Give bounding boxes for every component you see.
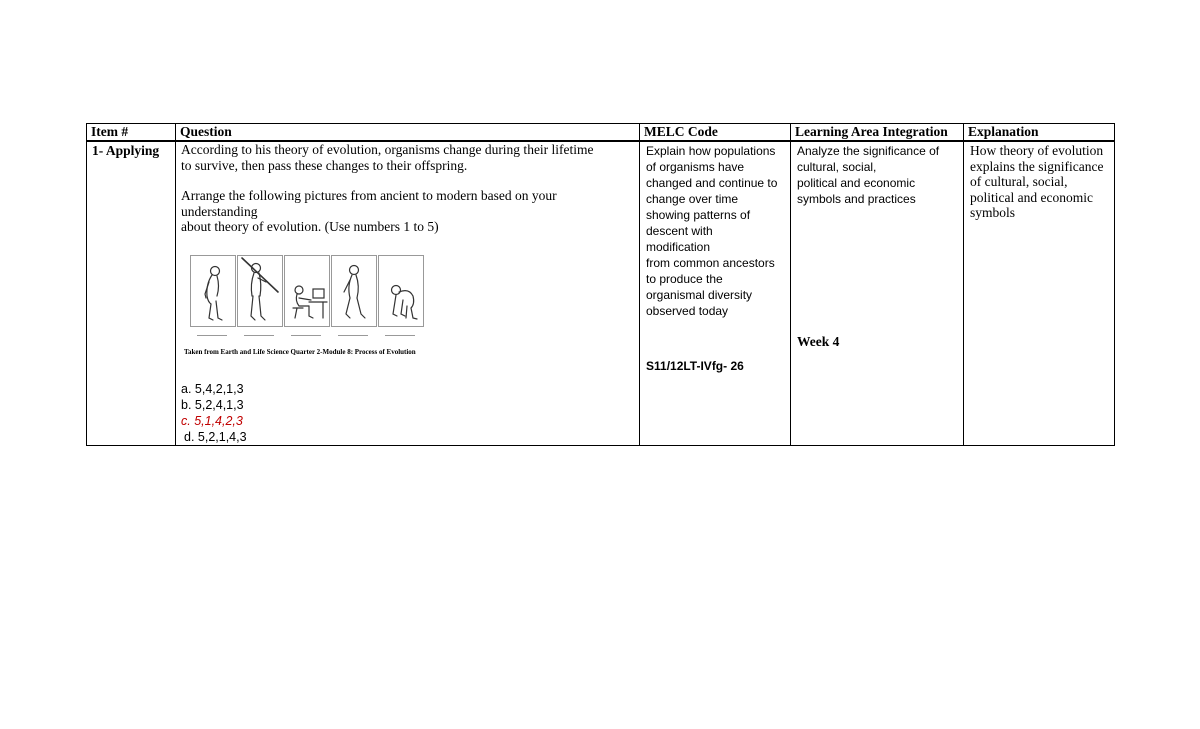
melc-line: modification [646, 240, 711, 254]
choice-c-correct: c. 5,1,4,2,3 [181, 413, 243, 428]
question-intro [180, 142, 635, 173]
evolution-pictures-figure [185, 247, 425, 342]
item-label: 1- Applying [92, 143, 160, 158]
melc-line: changed and continue to [646, 176, 778, 190]
explanation-line: political and economic [970, 189, 1093, 205]
melc-line: Explain how populations [646, 144, 776, 158]
choice-a: a. 5,4,2,1,3 [181, 381, 244, 396]
question-intro-line-2: to survive, then pass these changes to their offspring. [181, 157, 468, 173]
melc-line: from common ancestors [646, 256, 775, 270]
integration-cell [791, 141, 964, 445]
header-learning-area-integration: Learning Area Integration [791, 124, 964, 142]
figure-caption: Taken from Earth and Life Science Quarter 2-Module 8: Process of Evolution [184, 347, 416, 356]
question-instruction [180, 188, 635, 235]
integration-line: symbols and practices [797, 192, 916, 206]
melc-line: descent with [646, 224, 713, 238]
answer-choices [180, 381, 635, 445]
header-question: Question [176, 124, 640, 142]
explanation-line: explains the significance [970, 158, 1104, 174]
question-cell [176, 141, 640, 445]
answer-blank-3 [291, 335, 321, 336]
melc-line: showing patterns of [646, 208, 751, 222]
melc-description [644, 142, 786, 319]
melc-line: change over time [646, 192, 739, 206]
header-explanation: Explanation [964, 124, 1115, 142]
answer-blank-2 [244, 335, 274, 336]
melc-line: of organisms have [646, 160, 745, 174]
evolution-picture-3 [284, 255, 330, 327]
header-melc-code: MELC Code [640, 124, 791, 142]
answer-blank-1 [197, 335, 227, 336]
integration-line: Analyze the significance of [797, 144, 940, 158]
melc-line: organismal diversity [646, 288, 753, 302]
answer-blank-4 [338, 335, 368, 336]
integration-line: cultural, social, [797, 160, 877, 174]
header-item: Item # [87, 124, 176, 142]
melc-line: observed today [646, 304, 729, 318]
choice-b: b. 5,2,4,1,3 [181, 397, 244, 412]
answer-blank-5 [385, 335, 415, 336]
explanation-line: of cultural, social, [970, 174, 1068, 189]
melc-code: S11/12LT-IVfg- 26 [646, 359, 744, 373]
explanation-cell [964, 141, 1115, 445]
evolution-picture-2 [237, 255, 283, 327]
item-cell [87, 141, 176, 445]
evolution-picture-4 [331, 255, 377, 327]
explanation-line: symbols [970, 205, 1016, 220]
melc-line: to produce the [646, 272, 723, 286]
melc-cell [640, 141, 791, 445]
question-instruction-line-1: Arrange the following pictures from ancient to modern based on your understanding [181, 188, 557, 219]
integration-description [795, 142, 959, 207]
integration-line: political and economic [797, 176, 916, 190]
evolution-picture-1 [190, 255, 236, 327]
week-label: Week 4 [797, 334, 840, 349]
evolution-picture-5 [378, 255, 424, 327]
explanation-text [968, 142, 1110, 221]
explanation-line: How theory of evolution [970, 143, 1104, 158]
assessment-table [86, 123, 1115, 446]
choice-d: d. 5,2,1,4,3 [184, 429, 247, 444]
header-row [87, 124, 1115, 142]
table-row [87, 141, 1115, 445]
question-intro-line-1: According to his theory of evolution, organisms change during their lifetime [181, 142, 594, 157]
question-instruction-line-2: about theory of evolution. (Use numbers 1 to 5) [181, 219, 439, 234]
